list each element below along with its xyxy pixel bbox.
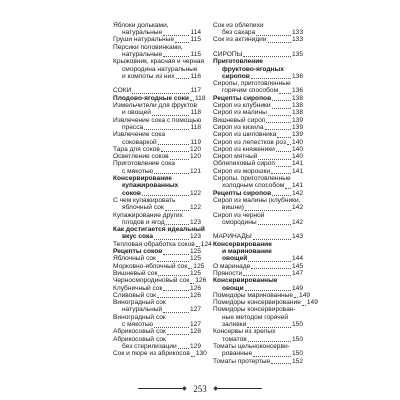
toc-entry-page: 114	[190, 29, 201, 36]
toc-entry-page: 120	[189, 145, 201, 153]
toc-leader-dots	[191, 356, 195, 357]
toc-entry-title: Сироп из малины	[213, 109, 267, 117]
toc-entry-page: 115	[190, 36, 201, 44]
toc-entry-title: Виноградный сок	[113, 313, 166, 321]
toc-entry-title: Рецепты сиропов	[213, 94, 272, 102]
toc-entry	[113, 256, 201, 263]
toc-entry-title: Приготовление сока	[113, 160, 175, 168]
toc-leader-dots	[158, 144, 190, 145]
toc-entry-title: Сливовый сок	[113, 291, 157, 299]
toc-entry-title: соковаркой	[122, 138, 157, 146]
toc-leader-dots	[248, 261, 291, 262]
toc-entry-title: Томаты протертые	[213, 357, 271, 365]
toc-entry-title: Виноградный сок	[113, 299, 166, 307]
toc-entry	[213, 285, 303, 292]
toc-entry-title: овощей	[222, 255, 248, 263]
toc-entry	[213, 66, 303, 73]
toc-entry-title: горячим способом	[222, 87, 279, 95]
toc-entry-title: натуральный	[122, 306, 163, 314]
toc-entry-page: 126	[195, 277, 207, 285]
toc-entry-title: с мякотью	[122, 167, 154, 175]
toc-entry-page: 125	[189, 248, 201, 255]
toc-entry	[113, 58, 205, 66]
toc-entry-title: Консервирование	[213, 240, 272, 248]
toc-leader-dots	[167, 334, 189, 335]
toc-leader-dots	[190, 283, 194, 284]
toc-entry-title: Сироп из клубники	[213, 102, 271, 109]
toc-entry-title: Сироп из черной	[213, 211, 265, 219]
ornament-diamond-icon: ◆	[182, 386, 187, 392]
toc-entry	[113, 66, 201, 73]
toc-leader-dots	[157, 261, 189, 262]
toc-entry-title: вишни)	[222, 204, 244, 212]
toc-entry	[113, 110, 201, 117]
toc-entry-page: 119	[190, 138, 201, 146]
toc-entry-title: Помидоры маринованные	[213, 291, 294, 299]
toc-entry-title: Осветление соков	[113, 153, 169, 161]
toc-entry-title: Яблоки дольками,	[113, 21, 169, 29]
page-footer	[138, 383, 262, 395]
toc-entry-title: соков	[122, 189, 141, 197]
toc-entry-title: смородина натуральные	[122, 65, 198, 73]
toc-entry-page: 118	[194, 94, 206, 102]
toc-entry-page: 149	[306, 299, 318, 307]
toc-entry-page: 124	[200, 240, 212, 248]
toc-entry-page: 152	[291, 357, 303, 365]
toc-entry-title: Сок и пюре из абрикосов	[113, 350, 190, 358]
toc-leader-dots	[271, 363, 291, 364]
toc-entry-title: и компоты из них	[122, 72, 175, 80]
toc-entry-page: 118	[190, 123, 201, 131]
toc-entry-title: Сиропы, приготовленные	[213, 175, 291, 182]
toc-entry-page: 120	[189, 153, 201, 161]
toc-entry-title: Рецепты сиропов	[213, 189, 272, 197]
toc-entry-title: Вишневый сок	[113, 269, 158, 277]
toc-leader-dots	[165, 210, 189, 211]
toc-entry-title: овощи	[222, 284, 244, 292]
toc-entry-title: плодов и ягод	[122, 218, 165, 226]
toc-entry-page: 125	[189, 269, 201, 277]
toc-entry-title: Вишневый сироп	[213, 116, 266, 124]
toc-entry	[113, 329, 201, 336]
toc-entry-title: Сироп из морошки	[213, 167, 271, 175]
ornament-diamond-icon: ◆	[213, 386, 218, 392]
toc-leader-dots	[245, 290, 291, 291]
toc-entry	[213, 278, 303, 285]
toc-entry-page: 129	[189, 342, 201, 350]
toc-entry-title: Рецепты соков	[113, 248, 163, 255]
page-number: 253	[193, 384, 207, 394]
toc-entry-title: Сироп из княженики	[213, 145, 275, 153]
toc-entry-title: Тепловая обработка соков	[113, 240, 195, 248]
toc-entry-title: Купажирование других	[113, 211, 183, 219]
toc-entry-title: Сироп из лепестков роз	[213, 138, 287, 146]
toc-entry-page: 141	[291, 167, 303, 175]
toc-entry-title: Абрикосовый сок	[113, 335, 166, 343]
toc-leader-dots	[251, 268, 291, 269]
toc-entry-page: 138	[291, 109, 303, 117]
toc-leader-dots	[245, 210, 291, 211]
toc-entry	[113, 212, 201, 219]
toc-entry-title: натуральные	[122, 29, 163, 36]
toc-entry-page: 115	[190, 50, 201, 58]
toc-entry-title: Измельчители для фруктов	[113, 102, 197, 109]
toc-entry-page: 142	[291, 189, 303, 197]
toc-entry-title: Абрикосовый сок	[113, 328, 166, 336]
toc-entry-page: 149	[299, 291, 311, 299]
toc-entry-title: Облепиховый сироп	[213, 160, 275, 168]
toc-entry-page: 123	[189, 233, 201, 241]
toc-entry-page: 149	[291, 284, 303, 292]
toc-entry	[113, 132, 201, 139]
toc-entry-title: фруктово-ягодных	[222, 65, 284, 73]
footer-ornament-right	[218, 388, 262, 389]
toc-leader-dots	[253, 356, 291, 357]
toc-leader-dots	[176, 78, 190, 79]
toc-entry	[113, 73, 201, 80]
toc-entry-page: 150	[291, 350, 303, 358]
toc-entry-page: 139	[291, 116, 303, 124]
toc-entry-title: без сахара	[222, 29, 256, 36]
toc-entry-page: 136	[291, 87, 303, 95]
toc-entry-title: Сироп мятный	[213, 153, 258, 161]
toc-entry-title: Консервирование	[113, 175, 172, 182]
toc-leader-dots	[132, 93, 189, 94]
toc-leader-dots	[285, 188, 291, 189]
toc-leader-dots	[163, 290, 189, 291]
toc-entry-page: 121	[189, 167, 201, 175]
toc-entry-page: 127	[189, 306, 201, 314]
toc-entry-page: 138	[291, 94, 303, 102]
toc-entry-title: Сироп из шиповника	[213, 131, 277, 139]
toc-leader-dots	[266, 122, 291, 123]
toc-entry-page: 140	[291, 153, 303, 161]
toc-entry-title: рованные	[222, 350, 253, 358]
toc-leader-dots	[302, 305, 306, 306]
toc-entry	[113, 350, 207, 358]
toc-leader-dots	[268, 42, 291, 43]
toc-entry-title: Сок из облепихи	[213, 21, 264, 29]
toc-entry-page: 147	[291, 269, 303, 277]
toc-entry-page: 130	[195, 350, 207, 358]
toc-entry	[213, 205, 303, 212]
toc-entry-page: 117	[190, 87, 201, 95]
toc-leader-dots	[163, 312, 189, 313]
toc-entry-page: 139	[291, 131, 303, 139]
toc-entry	[113, 161, 201, 168]
toc-entry	[213, 307, 303, 314]
toc-entry-page: 122	[189, 189, 201, 197]
toc-entry	[213, 183, 303, 190]
toc-entry-page: 118	[190, 109, 201, 117]
toc-entry-page: 133	[291, 29, 303, 36]
toc-entry-title: О маринаде	[213, 262, 251, 270]
toc-leader-dots	[268, 115, 291, 116]
toc-entry	[213, 219, 303, 226]
toc-leader-dots	[154, 239, 189, 240]
toc-entry-page: 138	[291, 102, 303, 109]
toc-entry-title: натуральные	[122, 50, 163, 58]
toc-entry-title: Морковно-яблочный сок	[113, 262, 188, 270]
toc-entry-page: 123	[189, 218, 201, 226]
toc-entry-title: вкус сока	[122, 233, 154, 241]
toc-entry-page: 143	[291, 233, 303, 241]
toc-entry-title: МАРИНАДЫ	[213, 233, 252, 241]
toc-entry-title: Черносмородиновый сок	[113, 277, 190, 285]
toc-entry-title: Сиропы, приготовленные	[213, 80, 291, 88]
toc-entry-title: Извлечение сока с помощью	[113, 116, 202, 124]
toc-leader-dots	[253, 239, 291, 240]
toc-entry	[113, 205, 201, 212]
toc-entry	[213, 329, 303, 336]
toc-entry-title: Тара для соков	[113, 145, 160, 153]
toc-entry	[113, 285, 201, 292]
toc-leader-dots	[272, 100, 291, 101]
toc-entry-page: 126	[189, 291, 201, 299]
toc-entry	[113, 277, 207, 285]
toc-entry-page: 141	[291, 182, 303, 190]
toc-entry-title: ные методом горячей	[222, 313, 289, 321]
toc-entry-title: холодным способом	[222, 182, 285, 190]
toc-entry-page: 145	[291, 262, 303, 270]
toc-entry-title: Сироп из малины (клубники,	[213, 196, 301, 204]
toc-entry-title: яблочный сок	[122, 204, 164, 212]
toc-entry-title: Яблочный сок	[113, 255, 156, 263]
toc-entry-title: Клубничный сок	[113, 284, 163, 292]
toc-entry-title: Крыжовник, красная и черная	[113, 58, 205, 66]
toc-entry-page: 150	[291, 335, 303, 343]
toc-entry-title: купажированных	[122, 182, 179, 190]
toc-entry-page: 127	[189, 321, 201, 328]
toc-entry-title: Как достигается идеальный	[113, 226, 205, 234]
toc-entry-title: без стерилизации	[122, 342, 177, 350]
toc-entry-title: Сироп из кизила	[213, 123, 264, 131]
toc-leader-dots	[276, 151, 291, 152]
toc-entry-title: пресса	[122, 123, 144, 131]
toc-entry-title: Пряности	[213, 269, 243, 277]
toc-entry-page: 144	[291, 255, 303, 263]
toc-entry	[213, 234, 303, 241]
toc-entry-page: 133	[291, 36, 303, 44]
toc-entry	[213, 358, 303, 365]
toc-entry-page: 142	[291, 204, 303, 212]
toc-entry-page: 125	[193, 262, 205, 270]
toc-entry-page: 140	[291, 145, 303, 153]
toc-entry	[213, 256, 303, 263]
toc-entry	[113, 183, 201, 190]
toc-entry-title: заливки	[222, 321, 247, 328]
toc-entry	[213, 59, 303, 66]
toc-entry	[213, 351, 303, 358]
toc-leader-dots	[175, 42, 189, 43]
toc-leader-dots	[258, 224, 291, 225]
toc-entry-title: Приготовление	[213, 58, 263, 66]
toc-entry-title: Извлечение сока	[113, 131, 166, 139]
toc-entry-page: 139	[291, 123, 303, 131]
toc-entry-title: смородины	[222, 218, 257, 226]
toc-entry	[113, 307, 201, 314]
toc-entry-page: 150	[291, 321, 303, 328]
toc-entry	[213, 161, 303, 168]
toc-entry	[213, 212, 303, 219]
toc-entry-title: Помидоры консервирование	[213, 299, 301, 307]
toc-entry-title: СОКИ	[113, 87, 132, 95]
toc-entry-title: томатов	[222, 335, 247, 343]
toc-entry-title: Помидоры консервирован-	[213, 306, 296, 314]
toc-entry-title: Плодово-ягодные соки	[113, 94, 189, 102]
toc-entry	[213, 110, 303, 117]
toc-leader-dots	[287, 144, 291, 145]
toc-entry	[113, 139, 201, 146]
toc-leader-dots	[276, 166, 291, 167]
toc-entry-page: 141	[291, 160, 303, 168]
toc-entry	[213, 139, 303, 146]
toc-entry-title: Томаты цельноконсерви-	[213, 342, 290, 350]
toc-entry-page: 126	[189, 284, 201, 292]
toc-leader-dots	[272, 108, 291, 109]
toc-entry-title: С чем купажировать	[113, 196, 176, 204]
toc-entry-title: с мякотью	[122, 321, 154, 328]
toc-entry-page: 140	[292, 138, 304, 146]
toc-entry	[113, 88, 201, 95]
toc-entry-title: сиропов	[222, 72, 250, 80]
toc-leader-dots	[152, 115, 190, 116]
toc-entry-page: 142	[291, 218, 303, 226]
toc-entry	[213, 88, 303, 95]
toc-entry	[213, 37, 303, 44]
toc-leader-dots	[277, 137, 291, 138]
toc-entry-page: 122	[189, 204, 201, 212]
toc-entry-title: Сок из актинидии	[213, 36, 267, 44]
toc-entry-page: 128	[189, 328, 201, 336]
toc-entry-title: и овощей	[122, 109, 151, 117]
toc-entry-title: Консервированные	[213, 277, 278, 285]
toc-entry-page: 125	[189, 255, 201, 263]
toc-entry	[113, 37, 201, 44]
toc-entry-page: 136	[291, 72, 303, 80]
toc-entry-title: СИРОПЫ	[213, 50, 243, 58]
toc-entry-title: Груши натуральные	[113, 36, 175, 44]
toc-entry	[113, 234, 201, 241]
toc-leader-dots	[279, 93, 291, 94]
toc-leader-dots	[163, 254, 189, 255]
toc-entry-title: и маринование	[222, 248, 272, 255]
toc-entry	[213, 132, 303, 139]
toc-entry-title: Персики половинками,	[113, 43, 183, 51]
toc-entry-title: Консервы из зрелых	[213, 328, 276, 336]
toc-entry-page: 135	[291, 50, 303, 58]
toc-entry-page: 116	[190, 72, 201, 80]
